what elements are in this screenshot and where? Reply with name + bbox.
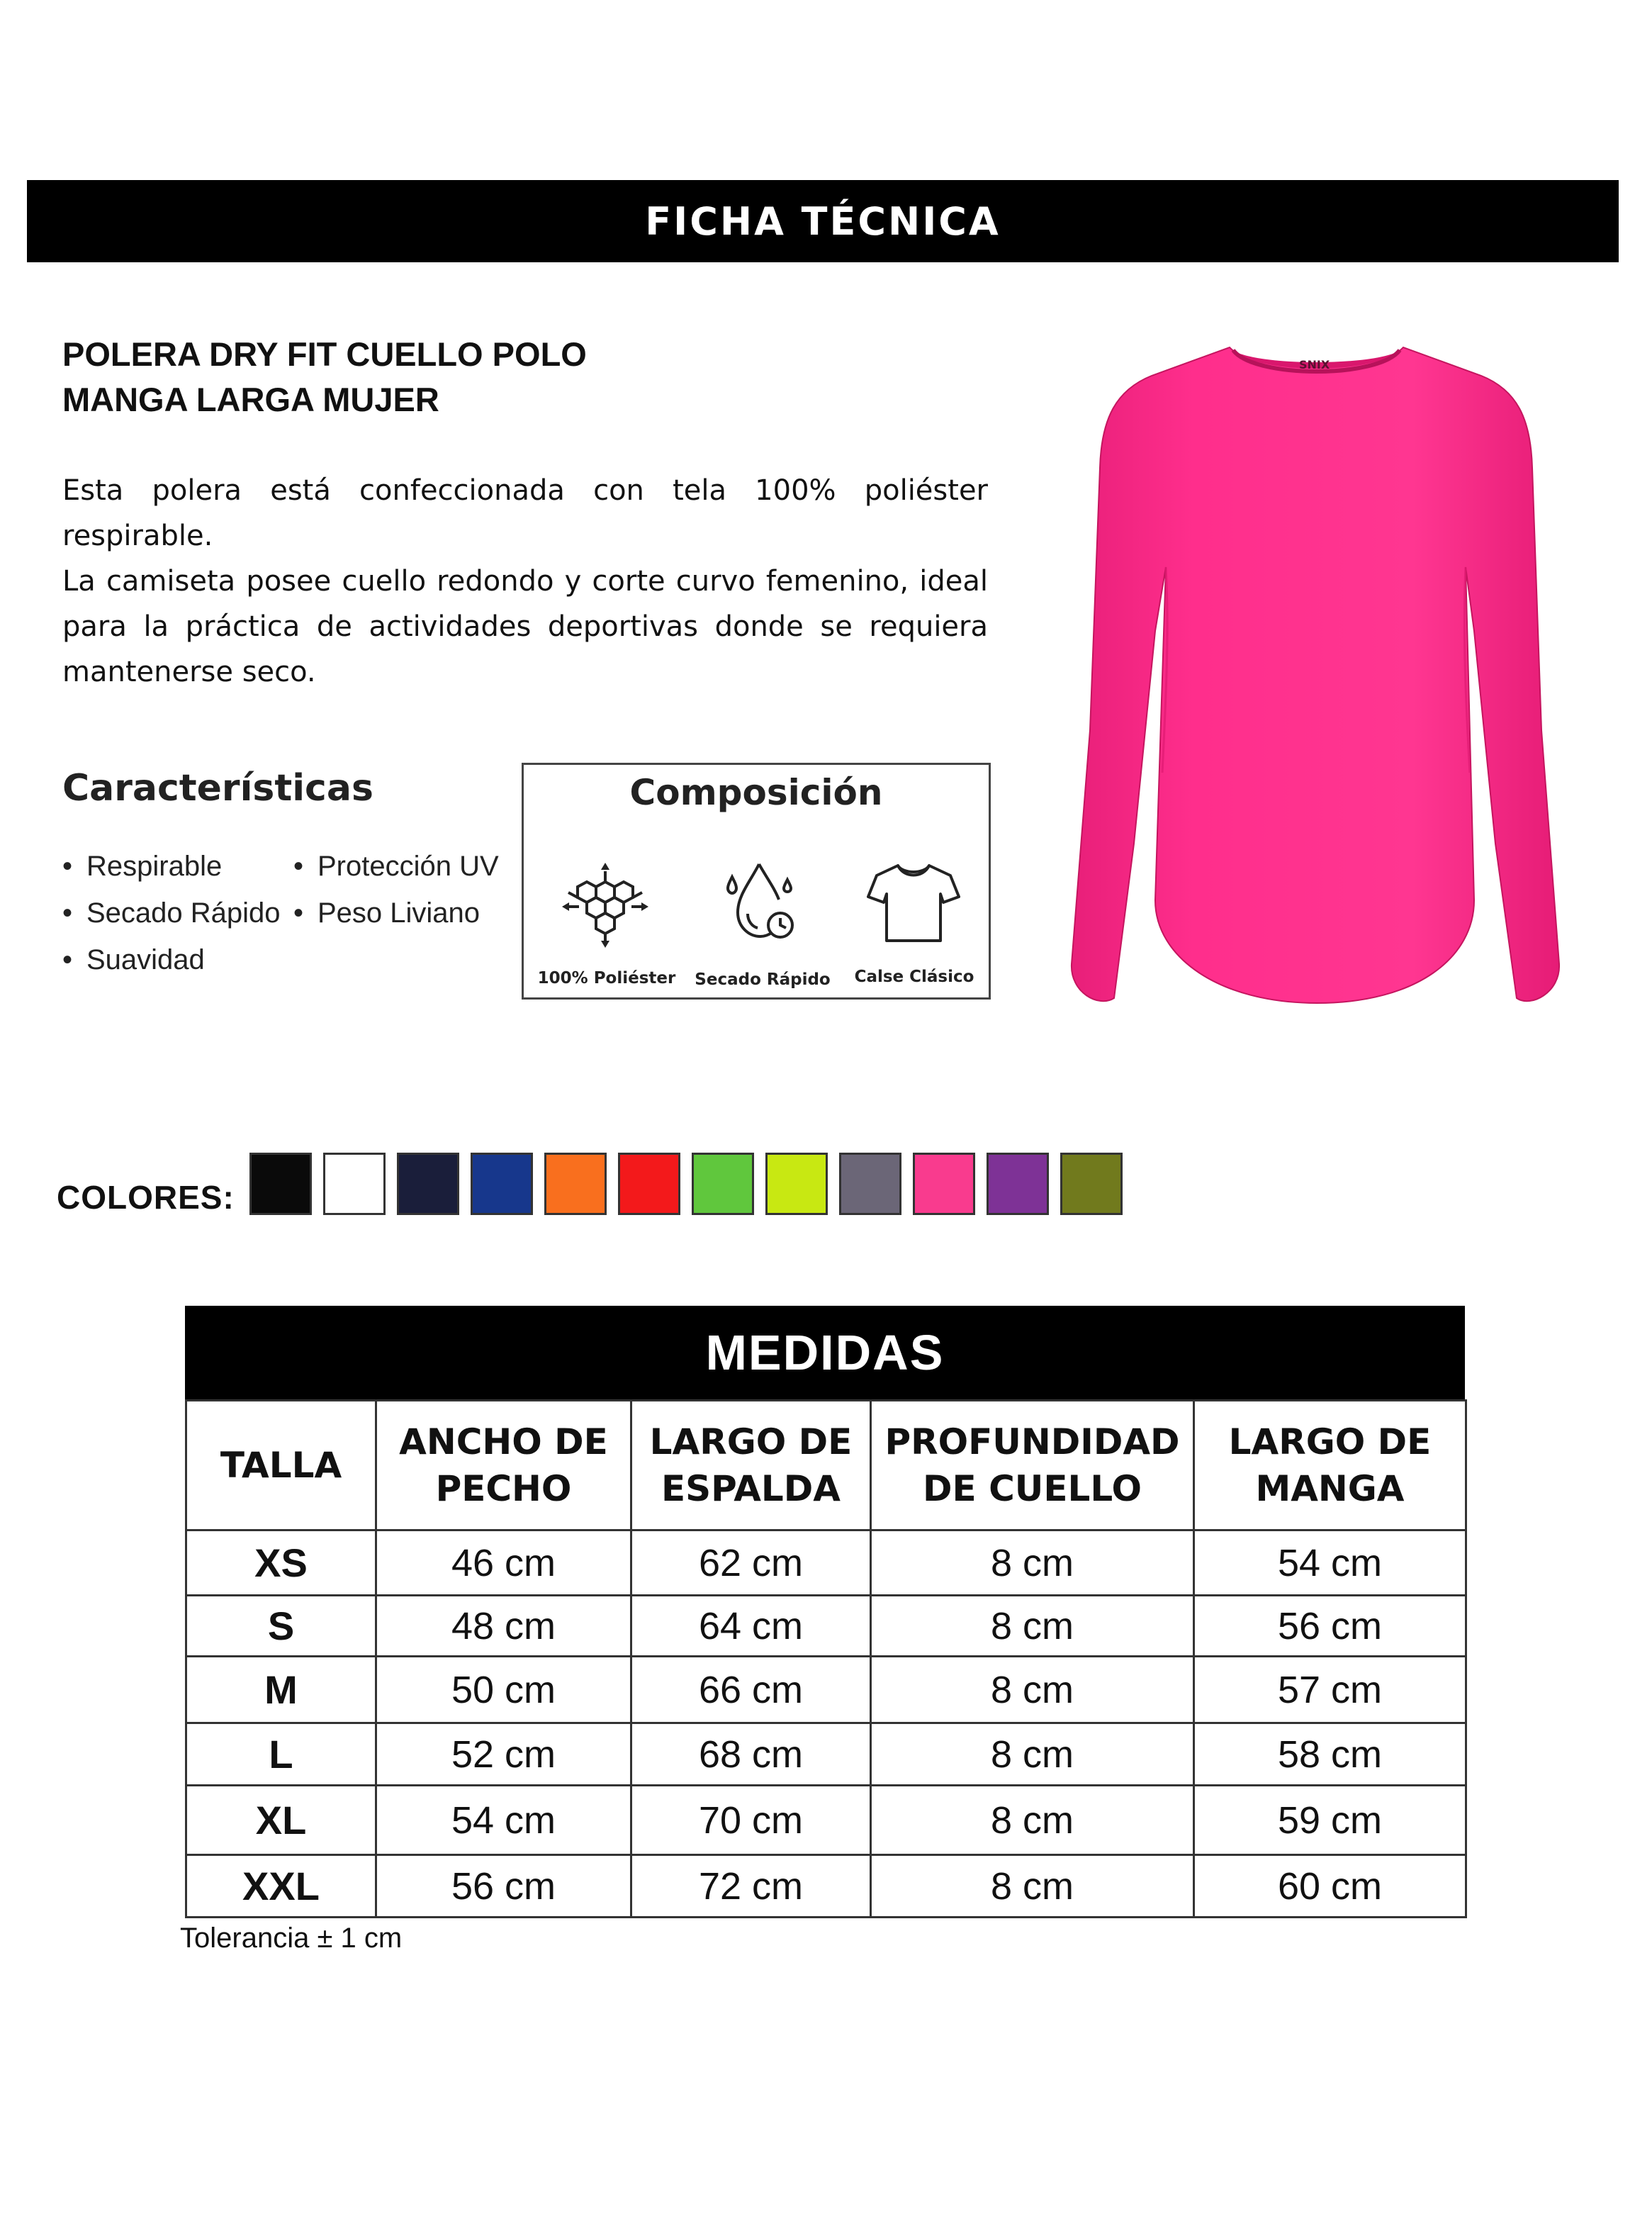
- composition-label: Calse Clásico: [854, 968, 974, 986]
- description-paragraph-1: Esta polera está confeccionada con tela 100% poliéster respirable.: [62, 474, 988, 552]
- product-image: [1021, 333, 1623, 1014]
- measurement-cell: 57 cm: [1194, 1657, 1466, 1723]
- size-cell: L: [186, 1723, 376, 1786]
- measurement-cell: 59 cm: [1194, 1786, 1466, 1855]
- feature-label: Suavidad: [86, 944, 205, 975]
- measurement-cell: 54 cm: [376, 1786, 631, 1855]
- size-cell: XXL: [186, 1855, 376, 1918]
- tolerance-note: Tolerancia ± 1 cm: [180, 1923, 403, 1954]
- measurements-title: MEDIDAS: [705, 1325, 945, 1380]
- table-row: [186, 1723, 1466, 1786]
- table-row: [186, 1596, 1466, 1657]
- table-row: [186, 1530, 1466, 1596]
- tshirt-icon: [864, 857, 963, 949]
- composition-title: Composición: [629, 772, 883, 813]
- table-row: [186, 1855, 1466, 1918]
- feature-item: • Protección UV: [293, 851, 499, 882]
- product-description: [62, 468, 988, 695]
- color-swatch[interactable]: [618, 1153, 680, 1215]
- feature-label: Secado Rápido: [86, 897, 281, 929]
- measurement-cell: 52 cm: [376, 1723, 631, 1786]
- measurements-band: [185, 1306, 1465, 1399]
- product-title: [62, 332, 984, 422]
- feature-item: • Respirable: [62, 851, 223, 882]
- size-cell: M: [186, 1657, 376, 1723]
- column-header: LARGO DE ESPALDA: [631, 1401, 871, 1530]
- feature-item: • Suavidad: [62, 944, 205, 975]
- column-header: ANCHO DE PECHO: [376, 1401, 631, 1530]
- column-header: PROFUNDIDAD DE CUELLO: [871, 1401, 1194, 1530]
- color-swatch[interactable]: [544, 1153, 607, 1215]
- color-swatch[interactable]: [471, 1153, 533, 1215]
- product-title-line-1: POLERA DRY FIT CUELLO POLO: [62, 335, 587, 373]
- size-cell: XS: [186, 1530, 376, 1596]
- color-swatch[interactable]: [913, 1153, 975, 1215]
- measurement-cell: 8 cm: [871, 1530, 1194, 1596]
- description-paragraph-2: La camiseta posee cuello redondo y corte curvo femenino, ideal para la práctica de actividades deportivas donde se requiera mantenerse seco.: [62, 565, 988, 688]
- fabric-mesh-icon: [559, 857, 651, 949]
- measurement-cell: 72 cm: [631, 1855, 871, 1918]
- measurement-cell: 46 cm: [376, 1530, 631, 1596]
- brand-label: SNIX: [1299, 358, 1330, 371]
- measurement-cell: 54 cm: [1194, 1530, 1466, 1596]
- measurement-cell: 56 cm: [376, 1855, 631, 1918]
- feature-label: Protección UV: [318, 851, 499, 882]
- measurement-cell: 8 cm: [871, 1723, 1194, 1786]
- measurement-cell: 8 cm: [871, 1657, 1194, 1723]
- composition-label: Secado Rápido: [695, 970, 831, 989]
- product-title-line-2: MANGA LARGA MUJER: [62, 381, 439, 418]
- composition-box: [522, 763, 991, 1000]
- colors-label: COLORES:: [57, 1179, 235, 1216]
- features-title: Características: [62, 767, 373, 810]
- size-cell: XL: [186, 1786, 376, 1855]
- column-header: TALLA: [186, 1401, 376, 1530]
- feature-item: • Secado Rápido: [62, 897, 281, 929]
- measurement-cell: 70 cm: [631, 1786, 871, 1855]
- composition-label: 100% Poliéster: [537, 969, 676, 987]
- measurement-cell: 50 cm: [376, 1657, 631, 1723]
- feature-label: Peso Liviano: [318, 897, 481, 929]
- color-swatch[interactable]: [692, 1153, 754, 1215]
- measurement-cell: 8 cm: [871, 1596, 1194, 1657]
- color-swatch[interactable]: [397, 1153, 459, 1215]
- measurement-cell: 8 cm: [871, 1855, 1194, 1918]
- size-cell: S: [186, 1596, 376, 1657]
- measurement-cell: 64 cm: [631, 1596, 871, 1657]
- water-drop-clock-icon: [717, 856, 809, 948]
- color-swatch[interactable]: [839, 1153, 901, 1215]
- color-swatch[interactable]: [323, 1153, 386, 1215]
- page-title: FICHA TÉCNICA: [645, 198, 1001, 244]
- measurement-cell: 66 cm: [631, 1657, 871, 1723]
- column-header: LARGO DE MANGA: [1194, 1401, 1466, 1530]
- measurement-cell: 48 cm: [376, 1596, 631, 1657]
- measurement-cell: 62 cm: [631, 1530, 871, 1596]
- sizes-table: [185, 1399, 1467, 1918]
- measurement-cell: 56 cm: [1194, 1596, 1466, 1657]
- table-row: [186, 1786, 1466, 1855]
- measurement-cell: 68 cm: [631, 1723, 871, 1786]
- color-swatch[interactable]: [765, 1153, 828, 1215]
- table-row: [186, 1657, 1466, 1723]
- header-band: [27, 180, 1619, 262]
- feature-item: • Peso Liviano: [293, 897, 481, 929]
- color-swatches: [249, 1153, 1134, 1215]
- color-swatch[interactable]: [987, 1153, 1049, 1215]
- color-swatch[interactable]: [249, 1153, 312, 1215]
- measurement-cell: 60 cm: [1194, 1855, 1466, 1918]
- measurement-cell: 58 cm: [1194, 1723, 1466, 1786]
- color-swatch[interactable]: [1060, 1153, 1123, 1215]
- feature-label: Respirable: [86, 851, 223, 882]
- table-header-row: [186, 1401, 1466, 1530]
- measurement-cell: 8 cm: [871, 1786, 1194, 1855]
